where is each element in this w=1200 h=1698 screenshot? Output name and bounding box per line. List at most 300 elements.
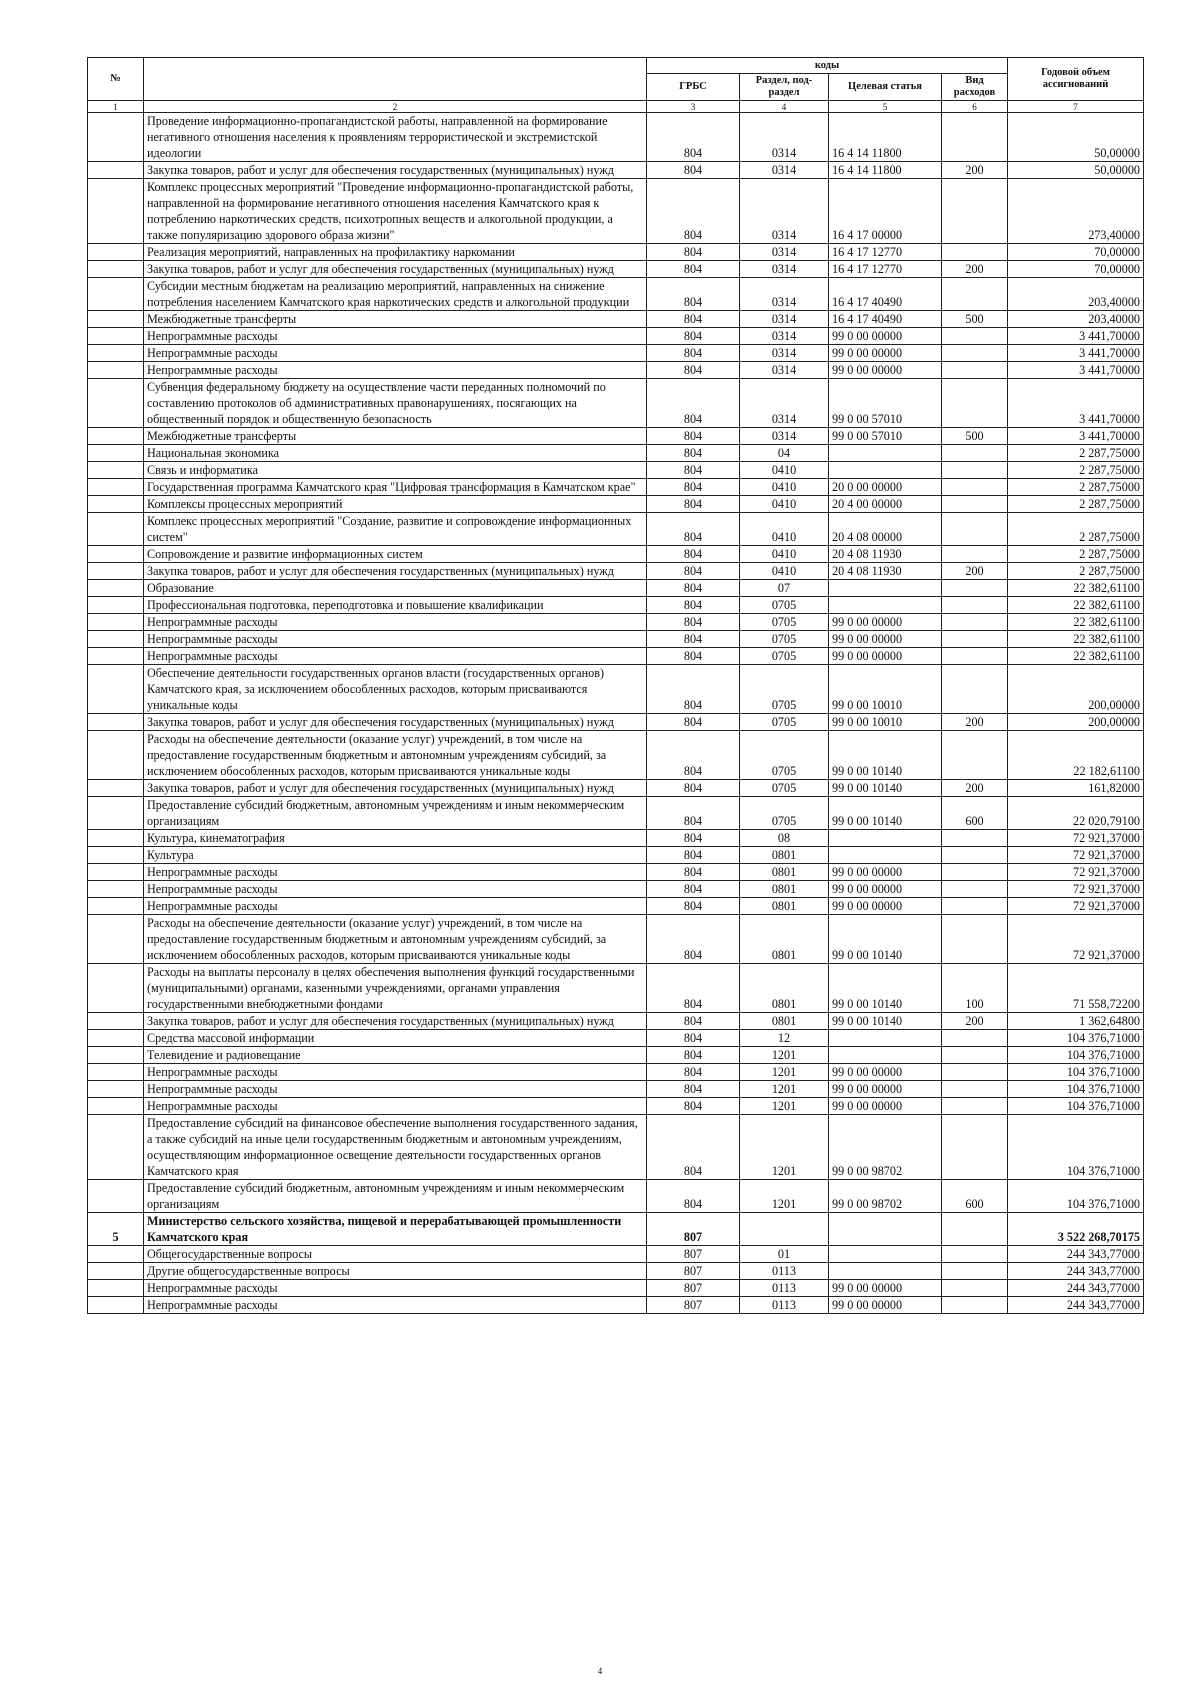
row-number — [88, 445, 144, 462]
row-grbs: 804 — [647, 362, 740, 379]
row-razdel: 0410 — [740, 513, 829, 546]
row-name: Непрограммные расходы — [144, 345, 647, 362]
row-expense-type — [942, 898, 1008, 915]
row-amount: 3 522 268,70175 — [1008, 1213, 1144, 1246]
row-number — [88, 1297, 144, 1314]
document-sheet — [87, 57, 1144, 1314]
row-number — [88, 496, 144, 513]
row-number — [88, 847, 144, 864]
row-grbs: 804 — [647, 1030, 740, 1047]
row-razdel: 0705 — [740, 614, 829, 631]
row-number — [88, 1098, 144, 1115]
row-razdel: 0314 — [740, 261, 829, 278]
row-amount: 200,00000 — [1008, 665, 1144, 714]
row-expense-type — [942, 362, 1008, 379]
row-name: Министерство сельского хозяйства, пищевой и перерабатывающей промышленности Камчатского края — [144, 1213, 647, 1246]
row-expense-type — [942, 614, 1008, 631]
row-razdel: 0705 — [740, 780, 829, 797]
table-row — [88, 445, 1144, 462]
row-amount: 72 921,37000 — [1008, 864, 1144, 881]
header-razdel: Раздел, под-раздел — [740, 74, 829, 101]
row-razdel: 0705 — [740, 597, 829, 614]
row-number — [88, 462, 144, 479]
row-name: Непрограммные расходы — [144, 1297, 647, 1314]
table-row — [88, 898, 1144, 915]
row-name: Расходы на выплаты персоналу в целях обеспечения выполнения функций государственными (муниципальными) органами, казенными учреждениями, органами управления государственными внебюджетными фондами — [144, 964, 647, 1013]
row-amount: 22 382,61100 — [1008, 648, 1144, 665]
table-row — [88, 1081, 1144, 1098]
row-amount: 50,00000 — [1008, 113, 1144, 162]
row-target-article: 99 0 00 00000 — [829, 1081, 942, 1098]
row-razdel: 0314 — [740, 362, 829, 379]
table-row — [88, 614, 1144, 631]
table-row — [88, 479, 1144, 496]
row-name: Связь и информатика — [144, 462, 647, 479]
table-row — [88, 1013, 1144, 1030]
row-expense-type: 200 — [942, 162, 1008, 179]
row-number — [88, 328, 144, 345]
row-grbs: 804 — [647, 328, 740, 345]
col-number-6: 6 — [942, 101, 1008, 113]
row-expense-type — [942, 1081, 1008, 1098]
row-number — [88, 479, 144, 496]
row-target-article — [829, 1263, 942, 1280]
row-number — [88, 1246, 144, 1263]
row-name: Субвенция федеральному бюджету на осуществление части переданных полномочий по составлению протоколов об административных правонарушениях, посягающих на общественный порядок и общественную безопасность — [144, 379, 647, 428]
row-number — [88, 1263, 144, 1280]
row-grbs: 807 — [647, 1280, 740, 1297]
row-amount: 70,00000 — [1008, 261, 1144, 278]
row-amount: 104 376,71000 — [1008, 1115, 1144, 1180]
table-row — [88, 864, 1144, 881]
row-name: Комплексы процессных мероприятий — [144, 496, 647, 513]
row-amount: 3 441,70000 — [1008, 345, 1144, 362]
row-razdel: 0314 — [740, 179, 829, 244]
row-name: Межбюджетные трансферты — [144, 428, 647, 445]
row-amount: 2 287,75000 — [1008, 496, 1144, 513]
row-expense-type — [942, 244, 1008, 261]
row-target-article: 99 0 00 00000 — [829, 1098, 942, 1115]
row-expense-type — [942, 496, 1008, 513]
col-number-3: 3 — [647, 101, 740, 113]
row-target-article: 99 0 00 10140 — [829, 964, 942, 1013]
row-amount: 22 382,61100 — [1008, 631, 1144, 648]
table-row — [88, 179, 1144, 244]
row-amount: 72 921,37000 — [1008, 830, 1144, 847]
row-razdel: 0705 — [740, 631, 829, 648]
row-target-article: 99 0 00 57010 — [829, 379, 942, 428]
table-row — [88, 631, 1144, 648]
row-expense-type — [942, 915, 1008, 964]
row-amount: 203,40000 — [1008, 311, 1144, 328]
row-target-article: 99 0 00 00000 — [829, 1280, 942, 1297]
row-grbs: 804 — [647, 462, 740, 479]
row-grbs: 804 — [647, 345, 740, 362]
row-grbs: 804 — [647, 546, 740, 563]
row-number — [88, 513, 144, 546]
row-number — [88, 597, 144, 614]
row-grbs: 804 — [647, 445, 740, 462]
row-grbs: 804 — [647, 665, 740, 714]
row-amount: 72 921,37000 — [1008, 881, 1144, 898]
row-expense-type — [942, 1263, 1008, 1280]
row-name: Другие общегосударственные вопросы — [144, 1263, 647, 1280]
row-razdel: 0314 — [740, 379, 829, 428]
col-number-7: 7 — [1008, 101, 1144, 113]
row-razdel: 0314 — [740, 311, 829, 328]
row-target-article: 99 0 00 98702 — [829, 1115, 942, 1180]
row-razdel: 0314 — [740, 244, 829, 261]
row-expense-type — [942, 864, 1008, 881]
row-number — [88, 362, 144, 379]
row-razdel: 0410 — [740, 496, 829, 513]
row-name: Закупка товаров, работ и услуг для обеспечения государственных (муниципальных) нужд — [144, 714, 647, 731]
row-razdel: 0410 — [740, 546, 829, 563]
row-target-article — [829, 1030, 942, 1047]
row-expense-type: 200 — [942, 1013, 1008, 1030]
row-target-article: 99 0 00 00000 — [829, 1297, 942, 1314]
row-razdel — [740, 1213, 829, 1246]
row-expense-type: 600 — [942, 1180, 1008, 1213]
row-name: Комплекс процессных мероприятий "Создание, развитие и сопровождение информационных систем" — [144, 513, 647, 546]
row-target-article: 20 4 00 00000 — [829, 496, 942, 513]
row-expense-type — [942, 1213, 1008, 1246]
row-number — [88, 311, 144, 328]
table-row — [88, 780, 1144, 797]
row-name: Общегосударственные вопросы — [144, 1246, 647, 1263]
row-expense-type — [942, 513, 1008, 546]
row-grbs: 804 — [647, 847, 740, 864]
row-expense-type — [942, 847, 1008, 864]
row-amount: 22 382,61100 — [1008, 614, 1144, 631]
row-razdel: 0314 — [740, 162, 829, 179]
row-number — [88, 162, 144, 179]
row-target-article: 99 0 00 10140 — [829, 797, 942, 830]
row-razdel: 0705 — [740, 648, 829, 665]
row-amount: 71 558,72200 — [1008, 964, 1144, 1013]
budget-table — [87, 57, 1144, 1314]
row-target-article — [829, 830, 942, 847]
row-razdel: 0113 — [740, 1297, 829, 1314]
row-amount: 200,00000 — [1008, 714, 1144, 731]
row-target-article: 99 0 00 00000 — [829, 898, 942, 915]
row-grbs: 804 — [647, 113, 740, 162]
row-amount: 2 287,75000 — [1008, 546, 1144, 563]
table-row — [88, 597, 1144, 614]
row-grbs: 804 — [647, 881, 740, 898]
row-name: Межбюджетные трансферты — [144, 311, 647, 328]
row-number — [88, 1013, 144, 1030]
table-row — [88, 1213, 1144, 1246]
row-expense-type — [942, 1098, 1008, 1115]
row-grbs: 804 — [647, 162, 740, 179]
row-name: Закупка товаров, работ и услуг для обеспечения государственных (муниципальных) нужд — [144, 261, 647, 278]
row-number — [88, 915, 144, 964]
row-number — [88, 580, 144, 597]
row-amount: 244 343,77000 — [1008, 1246, 1144, 1263]
row-expense-type — [942, 479, 1008, 496]
row-number — [88, 345, 144, 362]
row-number — [88, 1280, 144, 1297]
row-number — [88, 898, 144, 915]
table-row — [88, 162, 1144, 179]
table-row — [88, 1263, 1144, 1280]
row-name: Расходы на обеспечение деятельности (оказание услуг) учреждений, в том числе на предоставление государственным бюджетным и автономным учреждениям субсидий, за исключением обособленных расходов, которым присваиваются уникальные коды — [144, 731, 647, 780]
row-grbs: 804 — [647, 780, 740, 797]
row-razdel: 0705 — [740, 714, 829, 731]
row-expense-type — [942, 580, 1008, 597]
table-body — [88, 113, 1144, 1314]
row-name: Закупка товаров, работ и услуг для обеспечения государственных (муниципальных) нужд — [144, 162, 647, 179]
row-name: Образование — [144, 580, 647, 597]
row-grbs: 804 — [647, 244, 740, 261]
row-expense-type — [942, 1047, 1008, 1064]
row-expense-type — [942, 648, 1008, 665]
row-expense-type — [942, 345, 1008, 362]
row-name: Непрограммные расходы — [144, 1081, 647, 1098]
row-grbs: 804 — [647, 864, 740, 881]
row-target-article — [829, 1246, 942, 1263]
row-grbs: 804 — [647, 428, 740, 445]
row-razdel: 1201 — [740, 1098, 829, 1115]
row-name: Предоставление субсидий на финансовое обеспечение выполнения государственного задания, а также субсидий на иные цели государственным бюджетным и автономным учреждениям, осуществляющим информационное освещение деятельности государственных органов Камчатского края — [144, 1115, 647, 1180]
row-razdel: 0801 — [740, 847, 829, 864]
row-amount: 2 287,75000 — [1008, 563, 1144, 580]
row-name: Непрограммные расходы — [144, 864, 647, 881]
row-expense-type — [942, 278, 1008, 311]
row-amount: 244 343,77000 — [1008, 1280, 1144, 1297]
header-codes: коды — [647, 58, 1008, 74]
row-target-article: 99 0 00 00000 — [829, 864, 942, 881]
row-amount: 22 020,79100 — [1008, 797, 1144, 830]
table-row — [88, 513, 1144, 546]
row-number — [88, 665, 144, 714]
row-razdel: 12 — [740, 1030, 829, 1047]
row-number — [88, 714, 144, 731]
table-row — [88, 1246, 1144, 1263]
row-number — [88, 113, 144, 162]
row-target-article: 99 0 00 10010 — [829, 714, 942, 731]
row-number — [88, 1081, 144, 1098]
table-row — [88, 797, 1144, 830]
row-razdel: 0410 — [740, 462, 829, 479]
row-target-article: 99 0 00 98702 — [829, 1180, 942, 1213]
row-target-article: 20 4 08 11930 — [829, 563, 942, 580]
row-razdel: 0314 — [740, 278, 829, 311]
row-name: Закупка товаров, работ и услуг для обеспечения государственных (муниципальных) нужд — [144, 1013, 647, 1030]
table-row — [88, 428, 1144, 445]
row-target-article: 99 0 00 00000 — [829, 362, 942, 379]
row-razdel: 0801 — [740, 864, 829, 881]
col-number-2: 2 — [144, 101, 647, 113]
header-name — [144, 58, 647, 101]
row-expense-type — [942, 462, 1008, 479]
row-amount: 1 362,64800 — [1008, 1013, 1144, 1030]
row-target-article: 99 0 00 00000 — [829, 1064, 942, 1081]
row-number — [88, 614, 144, 631]
row-name: Закупка товаров, работ и услуг для обеспечения государственных (муниципальных) нужд — [144, 563, 647, 580]
row-razdel: 1201 — [740, 1115, 829, 1180]
row-target-article: 99 0 00 00000 — [829, 328, 942, 345]
row-expense-type — [942, 1030, 1008, 1047]
row-amount: 72 921,37000 — [1008, 898, 1144, 915]
row-number — [88, 1064, 144, 1081]
row-razdel: 0801 — [740, 1013, 829, 1030]
row-expense-type: 500 — [942, 311, 1008, 328]
row-number — [88, 964, 144, 1013]
row-target-article: 99 0 00 10140 — [829, 731, 942, 780]
row-amount: 50,00000 — [1008, 162, 1144, 179]
row-target-article: 99 0 00 00000 — [829, 345, 942, 362]
row-name: Обеспечение деятельности государственных органов власти (государственных органов) Камчатского края, за исключением обособленных расходов, которым присваиваются уникальные коды — [144, 665, 647, 714]
row-grbs: 807 — [647, 1246, 740, 1263]
row-amount: 203,40000 — [1008, 278, 1144, 311]
row-number — [88, 881, 144, 898]
row-expense-type — [942, 328, 1008, 345]
row-target-article: 20 0 00 00000 — [829, 479, 942, 496]
row-target-article: 20 4 08 11930 — [829, 546, 942, 563]
row-number — [88, 1047, 144, 1064]
row-razdel: 01 — [740, 1246, 829, 1263]
row-amount: 273,40000 — [1008, 179, 1144, 244]
row-name: Субсидии местным бюджетам на реализацию мероприятий, направленных на снижение потребления населением Камчатского края наркотических средств и алкогольной продукции — [144, 278, 647, 311]
row-number — [88, 179, 144, 244]
table-row — [88, 546, 1144, 563]
row-name: Телевидение и радиовещание — [144, 1047, 647, 1064]
row-name: Культура — [144, 847, 647, 864]
row-grbs: 804 — [647, 1081, 740, 1098]
row-grbs: 804 — [647, 631, 740, 648]
row-expense-type: 200 — [942, 563, 1008, 580]
row-grbs: 804 — [647, 278, 740, 311]
table-row — [88, 714, 1144, 731]
table-row — [88, 563, 1144, 580]
table-row — [88, 244, 1144, 261]
row-amount: 2 287,75000 — [1008, 479, 1144, 496]
table-row — [88, 1098, 1144, 1115]
row-number — [88, 428, 144, 445]
table-row — [88, 113, 1144, 162]
table-row — [88, 278, 1144, 311]
table-row — [88, 915, 1144, 964]
row-grbs: 807 — [647, 1213, 740, 1246]
row-name: Предоставление субсидий бюджетным, автономным учреждениям и иным некоммерческим организациям — [144, 797, 647, 830]
row-target-article: 16 4 17 00000 — [829, 179, 942, 244]
row-grbs: 804 — [647, 915, 740, 964]
row-target-article: 99 0 00 10010 — [829, 665, 942, 714]
row-amount: 3 441,70000 — [1008, 379, 1144, 428]
row-razdel: 1201 — [740, 1180, 829, 1213]
row-razdel: 0410 — [740, 479, 829, 496]
table-row — [88, 1047, 1144, 1064]
row-target-article: 16 4 17 40490 — [829, 311, 942, 328]
row-number — [88, 797, 144, 830]
table-row — [88, 580, 1144, 597]
row-grbs: 804 — [647, 964, 740, 1013]
header-amount: Годовой объем ассигнований — [1008, 58, 1144, 101]
row-grbs: 804 — [647, 311, 740, 328]
row-number — [88, 1030, 144, 1047]
row-amount: 72 921,37000 — [1008, 915, 1144, 964]
row-number: 5 — [88, 1213, 144, 1246]
row-name: Комплекс процессных мероприятий "Проведение информационно-пропагандистской работы, направленной на формирование негативного отношения населения Камчатского края к потреблению наркотических средств, психотропных веществ и алкогольной продукции, а также популяризацию здорового образа жизни" — [144, 179, 647, 244]
row-target-article: 99 0 00 00000 — [829, 648, 942, 665]
row-expense-type: 200 — [942, 261, 1008, 278]
row-amount: 3 441,70000 — [1008, 428, 1144, 445]
row-name: Непрограммные расходы — [144, 362, 647, 379]
row-amount: 72 921,37000 — [1008, 847, 1144, 864]
row-grbs: 804 — [647, 797, 740, 830]
row-grbs: 804 — [647, 714, 740, 731]
table-row — [88, 462, 1144, 479]
row-razdel: 04 — [740, 445, 829, 462]
row-name: Реализация мероприятий, направленных на профилактику наркомании — [144, 244, 647, 261]
table-row — [88, 1115, 1144, 1180]
row-number — [88, 830, 144, 847]
row-target-article: 99 0 00 10140 — [829, 780, 942, 797]
row-razdel: 0113 — [740, 1263, 829, 1280]
row-expense-type — [942, 379, 1008, 428]
table-row — [88, 496, 1144, 513]
row-expense-type — [942, 830, 1008, 847]
row-grbs: 804 — [647, 513, 740, 546]
row-razdel: 0314 — [740, 328, 829, 345]
row-grbs: 804 — [647, 580, 740, 597]
row-amount: 22 382,61100 — [1008, 580, 1144, 597]
row-grbs: 804 — [647, 261, 740, 278]
table-row — [88, 964, 1144, 1013]
row-expense-type — [942, 665, 1008, 714]
table-row — [88, 345, 1144, 362]
row-grbs: 804 — [647, 830, 740, 847]
row-expense-type: 200 — [942, 714, 1008, 731]
row-amount: 104 376,71000 — [1008, 1064, 1144, 1081]
row-name: Непрограммные расходы — [144, 881, 647, 898]
row-grbs: 804 — [647, 496, 740, 513]
row-name: Закупка товаров, работ и услуг для обеспечения государственных (муниципальных) нужд — [144, 780, 647, 797]
row-target-article — [829, 1047, 942, 1064]
row-expense-type — [942, 1246, 1008, 1263]
row-expense-type — [942, 1297, 1008, 1314]
row-name: Государственная программа Камчатского края "Цифровая трансформация в Камчатском крае" — [144, 479, 647, 496]
row-name: Непрограммные расходы — [144, 648, 647, 665]
row-grbs: 804 — [647, 1098, 740, 1115]
row-grbs: 804 — [647, 614, 740, 631]
row-expense-type — [942, 881, 1008, 898]
table-row — [88, 665, 1144, 714]
row-grbs: 804 — [647, 379, 740, 428]
table-row — [88, 1280, 1144, 1297]
row-number — [88, 648, 144, 665]
row-target-article: 99 0 00 10140 — [829, 915, 942, 964]
row-razdel: 0801 — [740, 898, 829, 915]
header-vid: Вид расходов — [942, 74, 1008, 101]
row-target-article — [829, 462, 942, 479]
row-target-article — [829, 597, 942, 614]
table-row — [88, 1030, 1144, 1047]
row-name: Непрограммные расходы — [144, 1098, 647, 1115]
row-razdel: 0705 — [740, 665, 829, 714]
row-grbs: 804 — [647, 1180, 740, 1213]
row-number — [88, 631, 144, 648]
row-grbs: 804 — [647, 1047, 740, 1064]
row-number — [88, 1115, 144, 1180]
row-grbs: 804 — [647, 479, 740, 496]
row-name: Средства массовой информации — [144, 1030, 647, 1047]
row-expense-type — [942, 113, 1008, 162]
row-expense-type — [942, 445, 1008, 462]
row-expense-type — [942, 546, 1008, 563]
